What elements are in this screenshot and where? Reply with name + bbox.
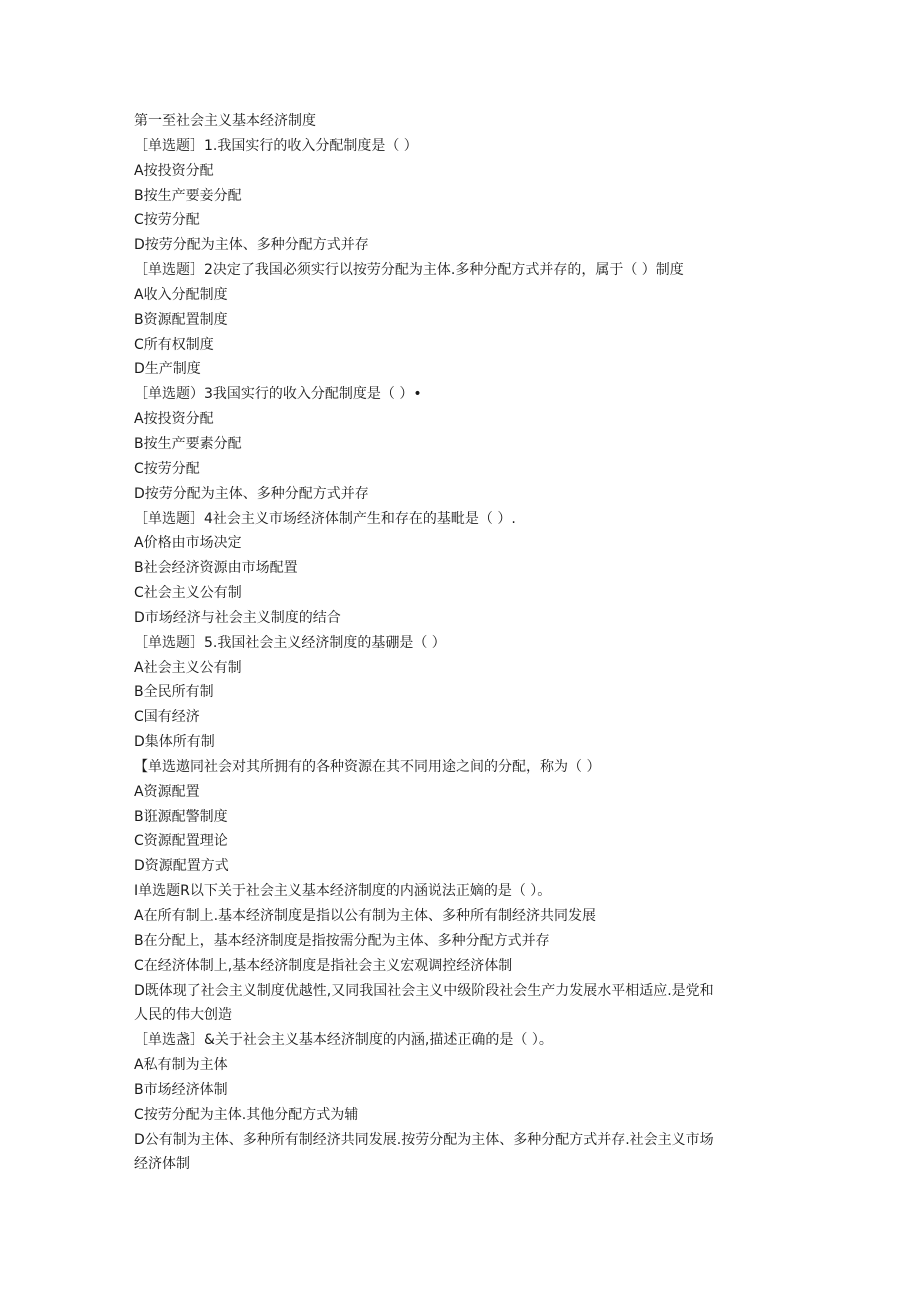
question-option: C资源配置理论 — [134, 833, 228, 850]
question-option: A社会主义公有制 — [134, 659, 242, 676]
question-option: B全民所有制 — [134, 684, 214, 701]
question-option: D既体现了社会主义制度优越性,又同我国社会主义中级阶段社会生产力发展水平相适应.是党和 人民的伟大创造 — [134, 982, 714, 1024]
question-option: A在所有制上.基本经济制度是指以公有制为主体、多种所有制经济共同发展 — [134, 908, 597, 924]
question-option: D按劳分配为主体、多种分配方式并存 — [134, 485, 369, 502]
question-stem: ［单选题）3我国实行的收入分配制度是（ ）• — [134, 386, 422, 403]
question-option: D资源配置方式 — [134, 858, 229, 875]
question-option: A按投资分配 — [134, 162, 214, 179]
question-option: A私有制为主体 — [134, 1057, 228, 1074]
question-option: A按投资分配 — [134, 411, 214, 428]
question-option: B市场经济体制 — [134, 1081, 228, 1098]
question-option: B按生产要素分配 — [134, 435, 242, 452]
question-option: B资源配置制度 — [134, 311, 228, 328]
question-option: C社会主义公有制 — [134, 585, 242, 602]
document-title: 第一至社会主义基本经济制度 — [134, 113, 316, 129]
question-option: C按劳分配为主体.其他分配方式为辅 — [134, 1106, 359, 1123]
question-option: A收入分配制度 — [134, 286, 228, 303]
question-option: D公有制为主体、多种所有制经济共同发展.按劳分配为主体、多种分配方式并存.社会主义市场 经济体制 — [134, 1131, 714, 1173]
question-stem: 【单选遨同社会对其所拥有的各种资源在其不同用途之间的分配，称为（ ） — [134, 758, 601, 775]
question-option: C国有经济 — [134, 709, 200, 726]
question-option: B按生产要妾分配 — [134, 187, 242, 204]
question-stem: ［单选题］5.我国社会主义经济制度的基硼是（ ） — [134, 634, 446, 651]
question-stem: ［单选盏］&关于社会主义基本经济制度的内涵,描述正确的是（ ）。 — [134, 1032, 553, 1049]
question-option: D集体所有制 — [134, 734, 215, 751]
question-option: D按劳分配为主体、多种分配方式并存 — [134, 237, 369, 254]
question-stem: ［单选题］2决定了我国必须实行以按劳分配为主体.多种分配方式并存的，属于（ ）制度 — [134, 262, 684, 279]
question-option: C所有权制度 — [134, 336, 214, 353]
question-stem: ［单选题］1.我国实行的收入分配制度是（ ） — [134, 137, 418, 154]
question-option: C按劳分配 — [134, 460, 200, 477]
question-option: B在分配上，基本经济制度是指按需分配为主体、多种分配方式并存 — [134, 932, 550, 949]
question-stem: I单选题R以下关于社会主义基本经济制度的内涵说法正嫡的是（ ）。 — [134, 883, 552, 900]
question-stem: ［单选题］4社会主义市场经济体制产生和存在的基毗是（ ）. — [134, 510, 516, 527]
question-option: D生产制度 — [134, 361, 201, 378]
question-option: A资源配置 — [134, 783, 200, 800]
document-body — [134, 109, 784, 1177]
question-option: C按劳分配 — [134, 212, 200, 229]
question-option: A价格由市场决定 — [134, 535, 242, 552]
question-option: D市场经济与社会主义制度的结合 — [134, 609, 341, 626]
question-option: C在经济体制上,基本经济制度是指社会主义宏观调控经济体制 — [134, 957, 513, 974]
question-option: B诳源配警制度 — [134, 808, 228, 825]
question-option: B社会经济资源由市场配置 — [134, 560, 298, 577]
